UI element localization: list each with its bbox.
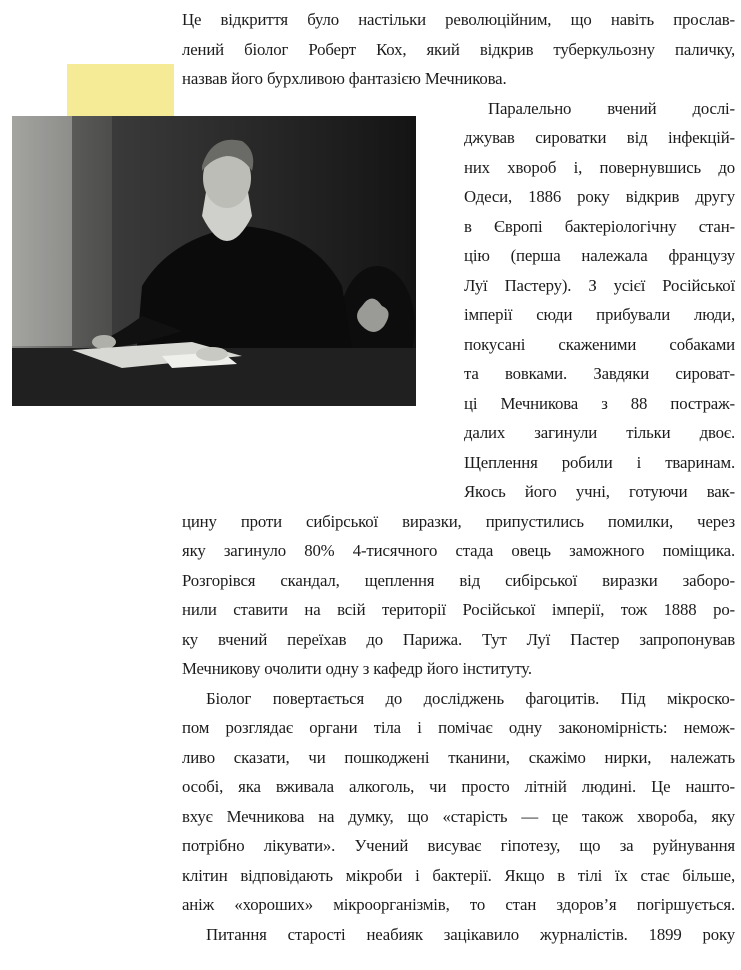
text-line: лений біолог Роберт Кох, який відкрив туберкульозну паличку,: [182, 40, 735, 59]
text-line: далих загинули тільки двоє.: [464, 423, 735, 442]
text-line: потрібно лікувати». Учений висуває гіпотезу, що за руйнування: [182, 836, 735, 855]
text-line: та вовками. Завдяки сироват-: [464, 364, 735, 383]
text-line: ку вчений переїхав до Парижа. Тут Луї Пастер запропонував: [182, 630, 735, 649]
text-line: покусані скаженими собаками: [464, 335, 735, 354]
tape-sticker: [67, 64, 174, 116]
text-line: особі, яка вживала алкоголь, чи просто літній людині. Це нашто-: [182, 777, 735, 796]
text-line: пом розглядає органи тіла і помічає одну закономірність: немож-: [182, 718, 735, 737]
text-line: Одеси, 1886 року відкрив другу: [464, 187, 735, 206]
text-line: цину проти сибірської виразки, припустились помилки, через: [182, 512, 735, 531]
text-line: вхує Мечникова на думку, що «старість — це також хвороба, яку: [182, 807, 735, 826]
text-line: ці Мечникова з 88 постраж-: [464, 394, 735, 413]
text-line: в Європі бактеріологічну стан-: [464, 217, 735, 236]
text-line: Паралельно вчений дослі-: [488, 99, 735, 118]
text-line: імперії сюди прибували люди,: [464, 305, 735, 324]
text-line: нили ставити на всій території Російської імперії, тож 1888 ро-: [182, 600, 735, 619]
text-line: аніж «хороших» мікроорганізмів, то стан здоров’я погіршується.: [182, 895, 735, 914]
text-line: Біолог повертається до досліджень фагоцитів. Під мікроско-: [206, 689, 735, 708]
text-line: яку загинуло 80% 4-тисячного стада овець заможного поміщика.: [182, 541, 735, 560]
text-line: Питання старості неабияк зацікавило журналістів. 1899 року: [206, 925, 735, 944]
text-line: ливо сказати, чи пошкоджені тканини, скажімо нирки, належать: [182, 748, 735, 767]
portrait-photo: [12, 116, 416, 406]
text-line: них хвороб і, повернувшись до: [464, 158, 735, 177]
text-line: Це відкриття було настільки революційним, що навіть прослав-: [182, 10, 735, 29]
text-line: Щеплення робили і тваринам.: [464, 453, 735, 472]
text-line: Мечникову очолити одну з кафедр його інституту.: [182, 659, 532, 678]
text-line: клітин відповідають мікроби і бактерії. Якщо в тілі їх стає більше,: [182, 866, 735, 885]
portrait-illustration: [12, 116, 416, 406]
text-line: джував сироватки від інфекцій-: [464, 128, 735, 147]
text-line: Якось його учні, готуючи вак-: [464, 482, 735, 501]
text-line: назвав його бурхливою фантазією Мечникова.: [182, 69, 507, 88]
text-line: Луї Пастеру). З усієї Російської: [464, 276, 735, 295]
text-line: цію (перша належала французу: [464, 246, 735, 265]
text-line: Розгорівся скандал, щеплення від сибірської виразки заборо-: [182, 571, 735, 590]
